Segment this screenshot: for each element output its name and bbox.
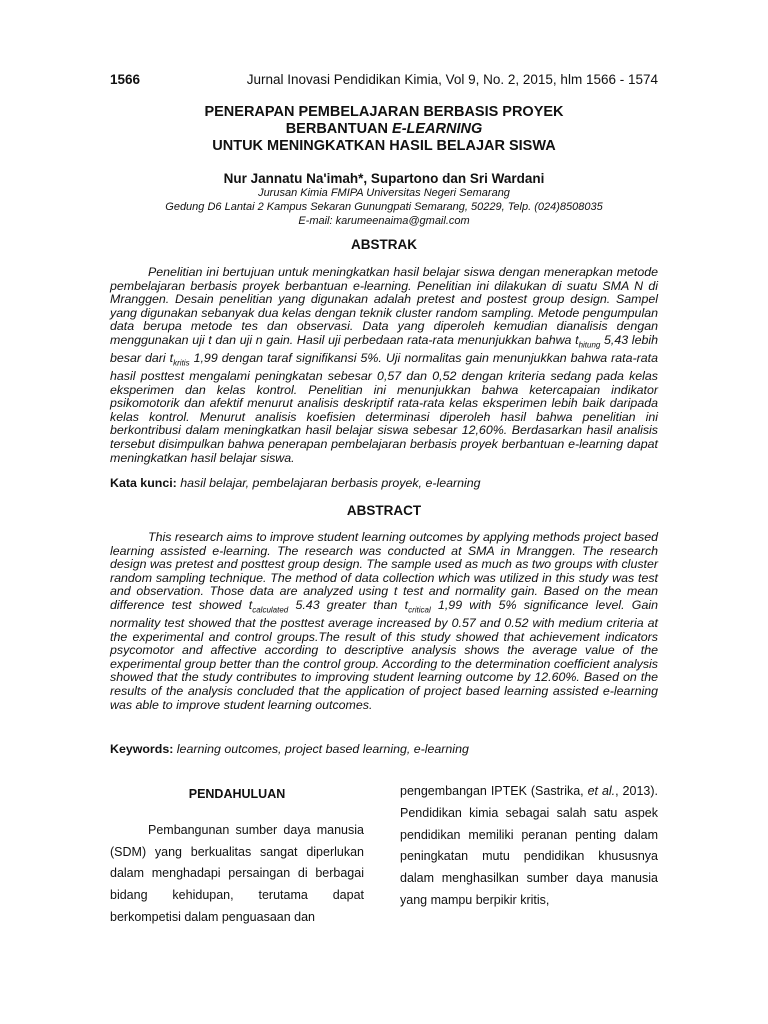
kata-kunci: Kata kunci: hasil belajar, pembelajaran berbasis proyek, e-learning: [110, 476, 481, 490]
body-column-right: [400, 781, 658, 912]
keywords: Keywords: learning outcomes, project based learning, e-learning: [110, 742, 469, 756]
title-italic: E-LEARNING: [392, 121, 483, 137]
affiliation-address: Gedung D6 Lantai 2 Kampus Sekaran Gunungpati Semarang, 50229, Telp. (024)8508035: [165, 201, 603, 213]
abstract-body: This research aims to improve student learning outcomes by applying methods project based learning assisted e-learning. The research was conducted at SMA in Mranggen. The research design was pretest and posttest group design. The sample used as much as two groups with cluster random sampling technique. The method of data collection which was utilized in this study was test and observation. Those data are analyzed using t test and normality gain. Based on the mean difference test showed $t_{calculated}$ 5.43 greater than $t_{critical}$ 1,99 with 5% significance level. Gain normality test showed that the posttest average increased by 0.57 and 0.52 with medium criteria at the experimental and control groups.The result of this study showed that achievement indicators psycomotor and affective according to descriptive analysis shows the average value of the experimental group better than the control group. According to the determination coefficient analysis showed that the study contributes to improving student learning outcome by 12.60%. Based on the results of the analysis concluded that the application of project based learning assisted e-learning was able to improve student learning outcomes.: [110, 530, 658, 712]
body-column-left: [110, 784, 364, 929]
affiliation-department: Jurusan Kimia FMIPA Universitas Negeri Semarang: [258, 187, 510, 199]
title-line-3: UNTUK MENINGKATKAN HASIL BELAJAR SISWA: [212, 138, 556, 154]
section-heading-pendahuluan: PENDAHULUAN: [188, 787, 286, 801]
abstract-heading: ABSTRACT: [346, 503, 422, 518]
pendahuluan-paragraph: Pembangunan sumber daya manusia (SDM) yang berkualitas sangat diperlukan dalam menghadapi persaingan di berbagai bidang kehidupan, terutama dapat berkompetisi dalam penguasaan dan: [110, 822, 364, 924]
journal-citation: Jurnal Inovasi Pendidikan Kimia, Vol 9, No. 2, 2015, hlm 1566 - 1574: [246, 72, 658, 87]
author-list: Nur Jannatu Na'imah*, Supartono dan Sri Wardani: [223, 171, 545, 186]
abstrak-heading: ABSTRAK: [351, 237, 417, 252]
abstrak-body: Penelitian ini bertujuan untuk meningkatkan hasil belajar siswa dengan menerapkan metode pembelajaran berbasis proyek berbantuan e-learning. Penelitian ini dilakukan di suatu SMA N di Mranggen. Desain penelitian yang digunakan adalah pretest and postest group design. Sampel yang digunakan sebanyak dua kelas dengan teknik cluster random sampling. Metode pengumpulan data berupa metode tes dan observasi. Data yang diperoleh kemudian dianalisis dengan menggunakan uji t dan uji n gain. Hasil uji perbedaan rata-rata menunjukkan bahwa $t_{hitung}$ 5,43 lebih besar dari $t_{kritis}$ 1,99 dengan taraf signifikansi 5%. Uji normalitas gain menunjukkan bahwa rata-rata hasil posttest mengalami peningkatan sebesar 0,57 dan 0,52 dengan kriteria sedang pada kelas eksperimen dan kelas kontrol. Penelitian ini menunjukkan bahwa ketercapaian indikator psikomotorik dan afektif menurut analisis deskriptif rata-rata kelas eksperimen lebih baik daripada kelas kontrol. Menurut analisis koefisien determinasi diperoleh hasil bahwa penelitian ini berkontribusi dalam meningkatkan hasil belajar siswa sebesar 12,60%. Berdasarkan hasil analisis tersebut disimpulkan bahwa penerapan pembelajaran berbasis proyek berbantuan e-learning dapat meningkatkan hasil belajar siswa.: [110, 265, 658, 465]
page-number: 1566: [110, 72, 141, 87]
affiliation: [110, 186, 658, 228]
affiliation-email: E-mail: karumeenaima@gmail.com: [298, 215, 470, 227]
title-line-1: PENERAPAN PEMBELAJARAN BERBASIS PROYEK: [204, 104, 564, 120]
paper-title: [110, 104, 658, 155]
title-line-2: BERBANTUAN E-LEARNING: [285, 121, 483, 137]
pendahuluan-continued: pengembangan IPTEK (Sastrika, et al., 2013). Pendidikan kimia sebagai salah satu aspek pendidikan memiliki peranan penting dalam peningkatan mutu pendidikan khususnya dalam menghasilkan sumber daya manusia yang mampu berpikir kritis,: [400, 784, 659, 907]
